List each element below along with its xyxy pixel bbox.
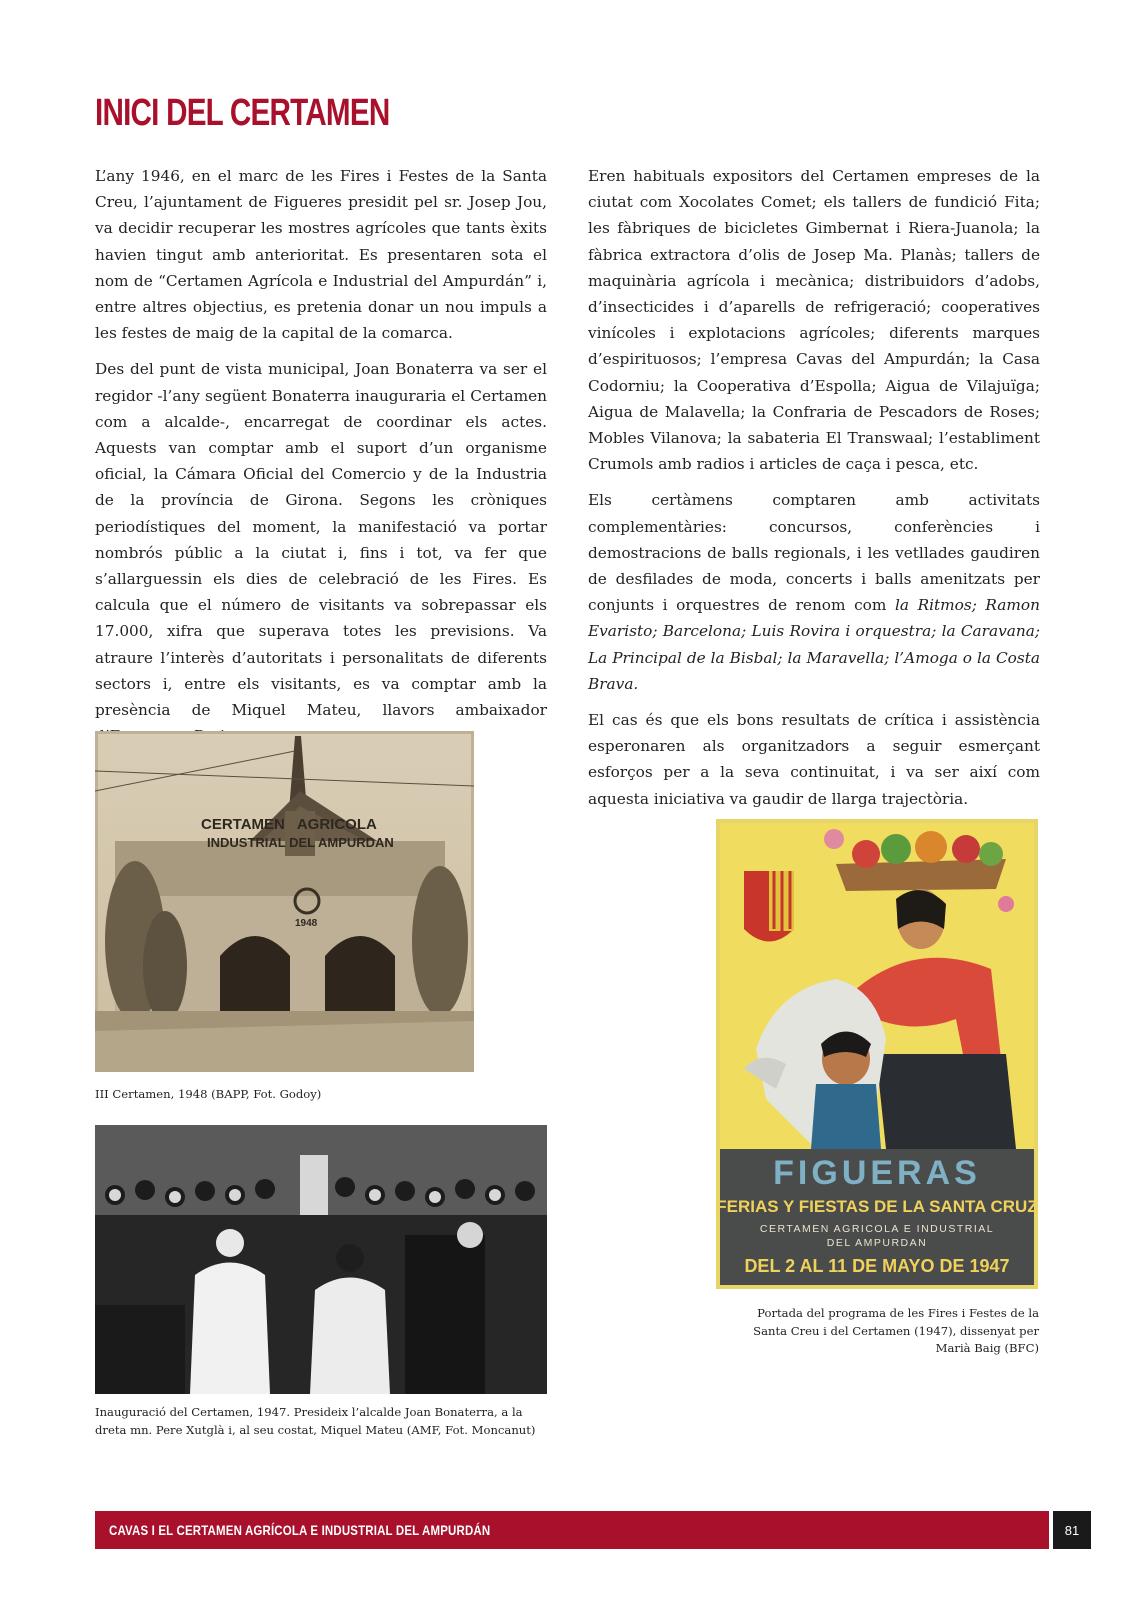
building-photo: [95, 731, 474, 1072]
footer-title: CAVAS I EL CERTAMEN AGRÍCOLA E INDUSTRIAL DEL AMPURDÁN: [109, 1522, 491, 1538]
orchestra-list: la Ritmos; Ramon Evaristo; Barcelona; Luis Rovira i orquestra; la Caravana; La Principal de la Bisbal; la Maravella; l’Amoga o la Costa Brava.: [588, 596, 1040, 693]
building-sign-line1: CERTAMEN AGRICOLA: [201, 816, 377, 833]
paragraph: Des del punt de vista municipal, Joan Bonaterra va ser el regidor -l’any següent Bonaterra inauguraria el Certamen com a alcalde-, encarregat de coordinar els actes. Aquests van comptar amb el suport d’un organisme oficial, la Cámara Oficial del Comercio y de la Industria de la província de Girona. Segons les cròniques periodístiques del moment, la manifestació va portar nombrós públic a la ciutat i, fins i tot, va fer que s’allarguessin els dies de celebració de les Fires. Es calcula que el número de visitants va sobrepassar els 17.000, xifra que superava totes les previsions. Va atraure l’interès d’autoritats i personalitats de diferents sectors i, entre els visitants, es va comptar amb la presència de Miquel Mateu, llavors ambaixador: [95, 360, 547, 720]
poster-subtitle: FERIAS Y FIESTAS DE LA SANTA CRUZ: [716, 1197, 1038, 1216]
building-caption: III Certamen, 1948 (BAPP, Fot. Godoy): [95, 1087, 322, 1101]
paragraph: Eren habituals expositors del Certamen empreses de la ciutat com Xocolates Comet; els tallers de fundició Fita; les fàbriques de bicicletes Gimbernat i Riera-Juanola; la fàbrica extractora d’olis de Josep Ma. Planàs; tallers de maquinària agrícola i mecànica; distribuidors d’adobs, d’insecticides i d’aparells de refrigeració; cooperatives vinícoles i explotacions agrícoles; diferents marques d’espirituosos; l’empresa Cavas del Ampurdán; la Casa Codorniu; la Cooperativa d’Espolla; Aigua de Vilajuïga; Aigua de Malavella; la Confraria de Pescadors de Roses; Mobles Vilanova; la sabateria El Transwaal; l’establiment Crumols amb radios i articles de caça i pesca, etc.: [588, 167, 1040, 474]
building-sign-line2: INDUSTRIAL DEL AMPURDAN: [207, 835, 394, 850]
right-column: [588, 163, 1040, 822]
paragraph: [588, 487, 1040, 697]
inauguration-photo: [95, 1125, 547, 1394]
page-title: INICI DEL CERTAMEN: [95, 92, 390, 134]
page-number: 81: [1053, 1511, 1091, 1549]
footer-bar: [95, 1511, 1049, 1549]
poster-line4: DEL AMPURDAN: [826, 1237, 928, 1249]
paragraph: El cas és que els bons resultats de crítica i assistència esperonaren als organitzadors a seguir esmerçant esforços per a la seva continuitat, i va ser així com aquesta iniciativa va gaudir de llarga trajectòria.: [588, 711, 1040, 808]
poster-image: [716, 819, 1038, 1289]
paragraph-text: Els certàmens comptaren amb activitats complementàries: concursos, conferències i demostracions de balls regionals, i les vetllades gaudiren de desfilades de moda, concerts i balls amenitzats per conjunts i orquestres de renom com: [588, 491, 1040, 615]
poster-dates: DEL 2 AL 11 DE MAYO DE 1947: [744, 1256, 1010, 1276]
poster-line3: CERTAMEN AGRICOLA E INDUSTRIAL: [759, 1223, 995, 1235]
paragraph: L’any 1946, en el marc de les Fires i Festes de la Santa Creu, l’ajuntament de Figueres presidit pel sr. Josep Jou, va decidir recuperar les mostres agrícoles que tants èxits havien tingut amb anterioritat. Es presentaren sota el nom de “Certamen Agrícola e Industrial del Ampurdán” i, entre altres objectius, es pretenia donar un nou impuls a les festes de maig de la capital de la comarca.: [95, 167, 547, 343]
left-column: [95, 163, 547, 759]
poster-title: FIGUERAS: [773, 1154, 981, 1192]
inauguration-caption: Inauguració del Certamen, 1947. Presideix l’alcalde Joan Bonaterra, a la dreta mn. Pere Xutglà i, al seu costat, Miquel Mateu (AMF, Fot. Moncanut): [95, 1405, 536, 1437]
building-year: 1948: [295, 918, 318, 929]
poster-caption: Portada del programa de les Fires i Festes de la Santa Creu i del Certamen (1947), dissenyat per Marià Baig (BFC): [753, 1306, 1039, 1355]
